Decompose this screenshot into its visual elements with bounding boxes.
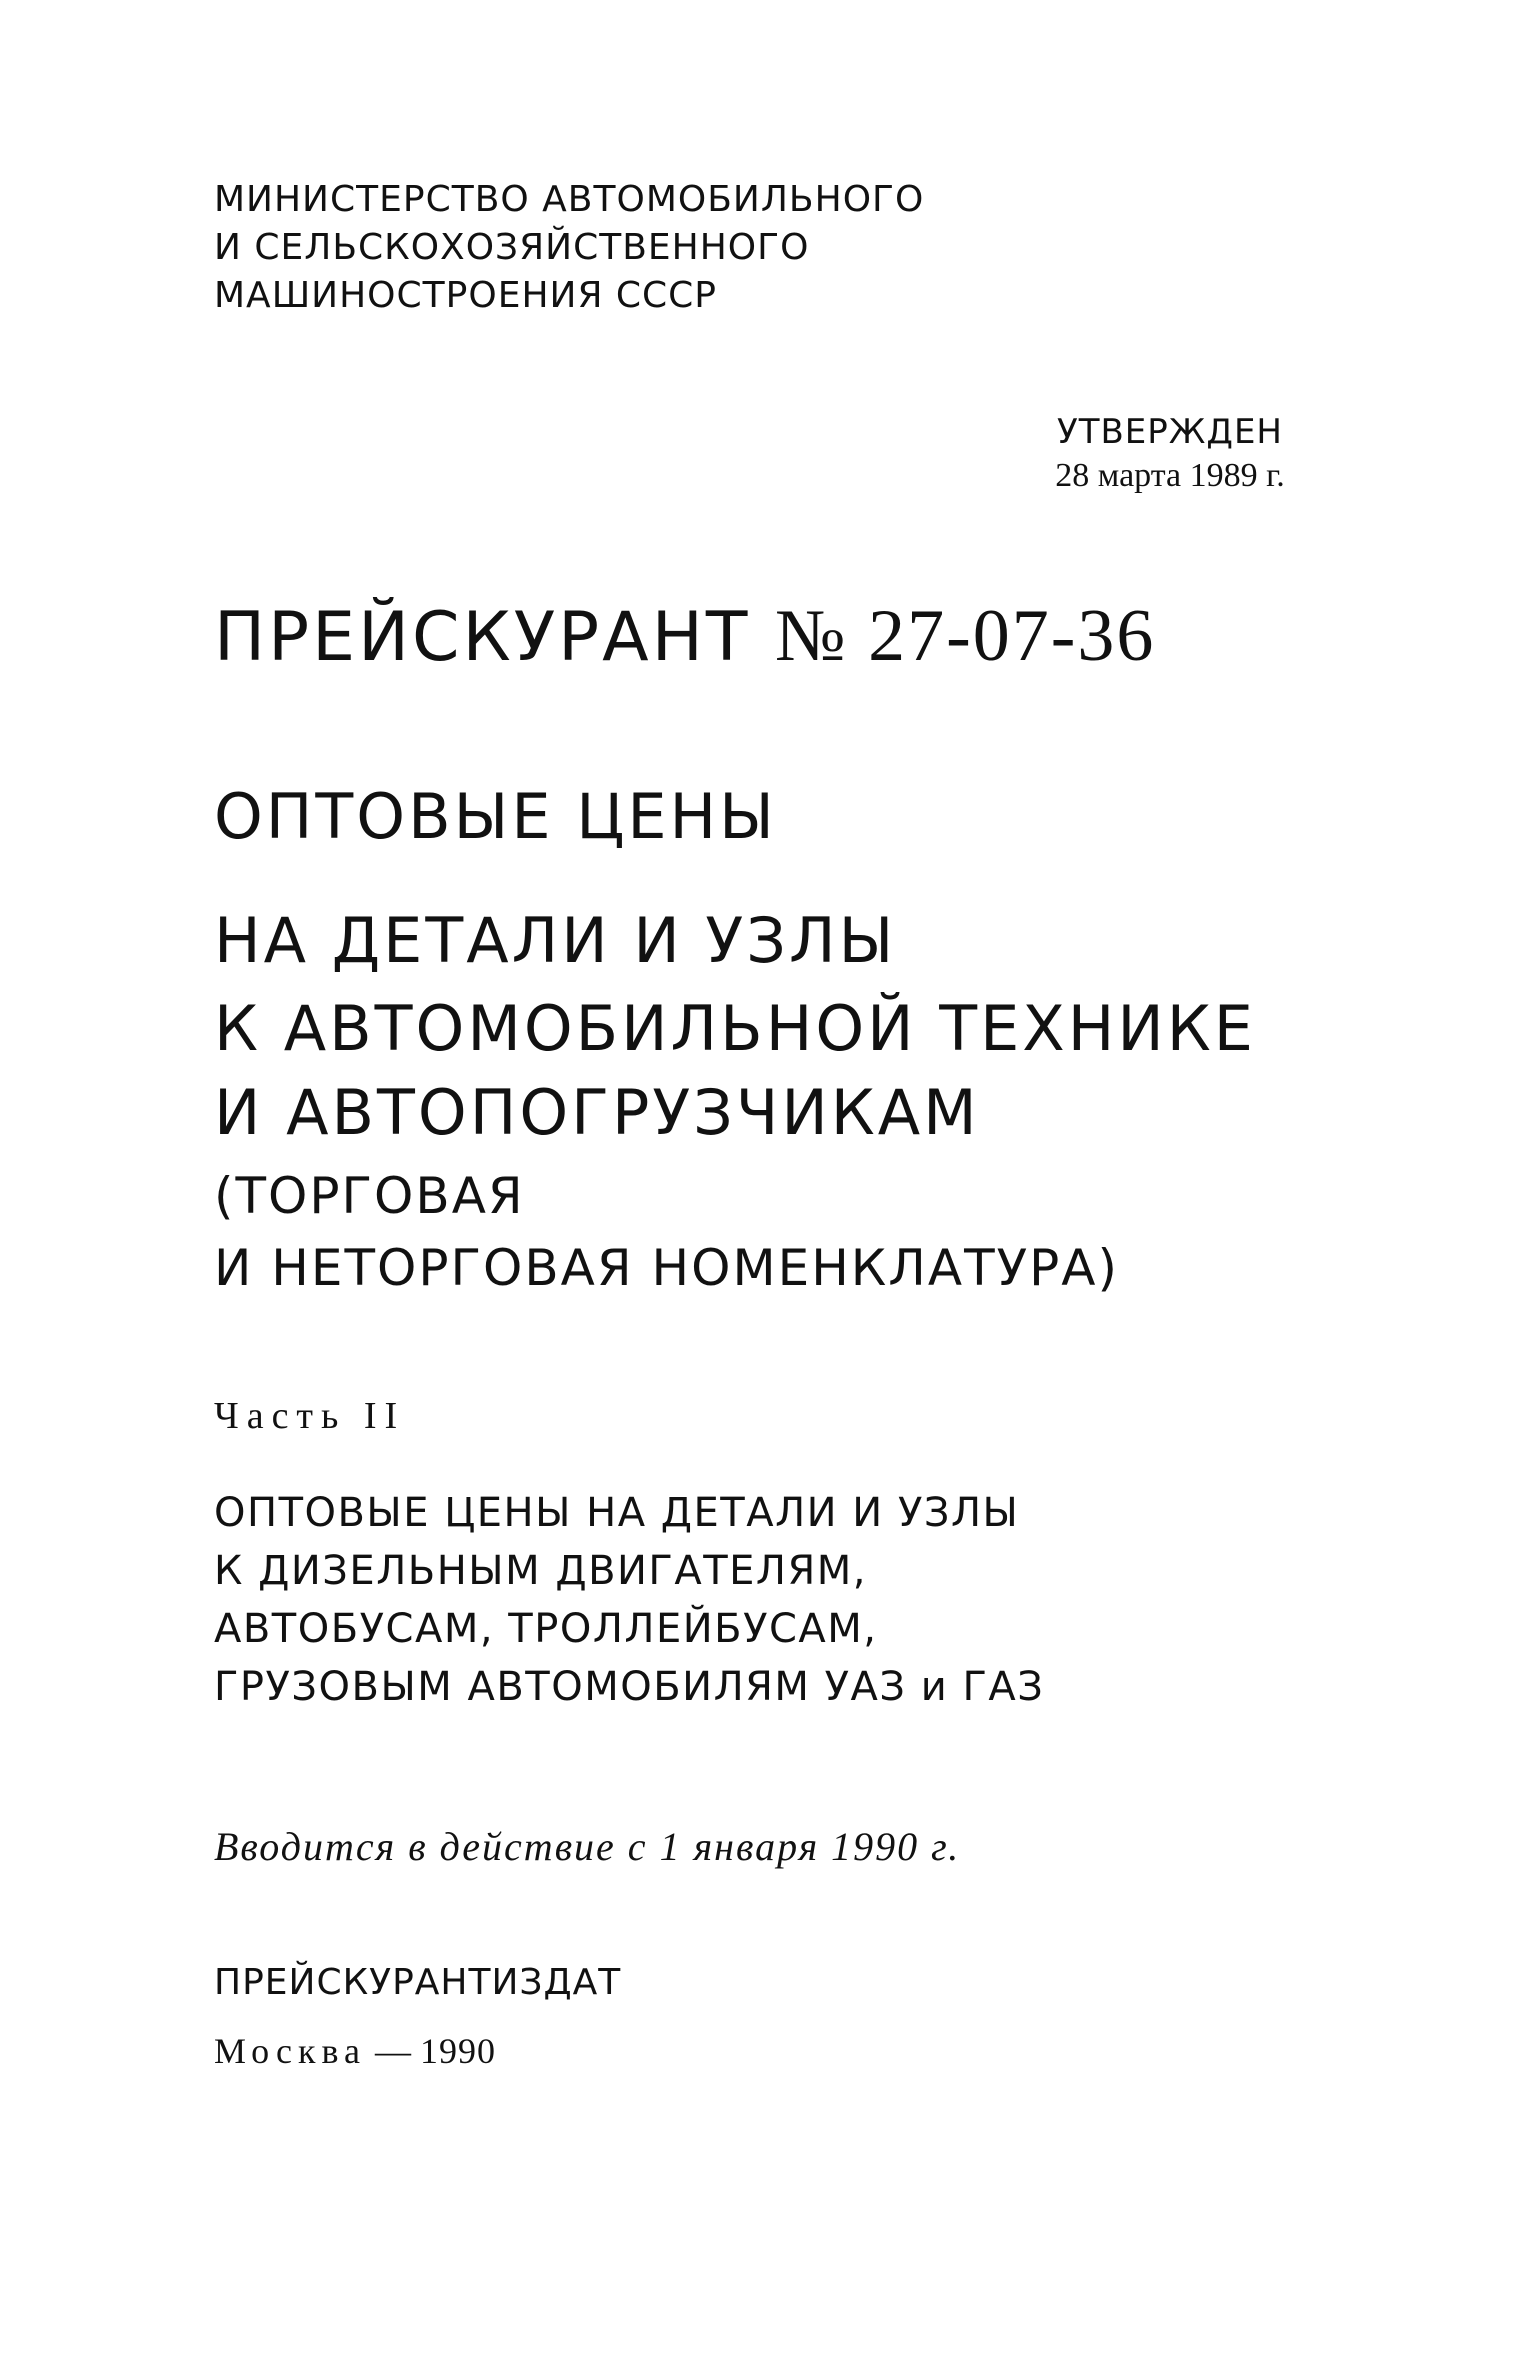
approval-label: УТВЕРЖДЕН (1056, 412, 1284, 452)
heading-line-5: (ТОРГОВАЯ (214, 1167, 525, 1225)
ministry-line-2: И СЕЛЬСКОХОЗЯЙСТВЕННОГО (214, 227, 810, 268)
part-label: Часть II (214, 1395, 406, 1437)
publisher-city-year (214, 2028, 496, 2074)
publisher-year: 1990 (419, 2031, 496, 2071)
heading-line-3: К АВТОМОБИЛЬНОЙ ТЕХНИКЕ (214, 992, 1256, 1065)
approval-date: 28 марта 1989 г. (1055, 457, 1285, 494)
approval-block (1010, 410, 1330, 498)
price-list-number: № 27-07-36 (774, 595, 1156, 677)
price-list-title (214, 596, 1155, 678)
heading-line-4: И АВТОПОГРУЗЧИКАМ (214, 1076, 980, 1149)
heading-line-6: И НЕТОРГОВАЯ НОМЕНКЛАТУРА) (214, 1239, 1119, 1297)
heading-line-2: НА ДЕТАЛИ И УЗЛЫ (214, 904, 897, 977)
price-list-prefix: ПРЕЙСКУРАНТ (214, 598, 751, 677)
ministry-line-3: МАШИНОСТРОЕНИЯ СССР (214, 275, 718, 316)
effective-date: Вводится в действие с 1 января 1990 г. (214, 1824, 961, 1869)
subtitle-line-2: К ДИЗЕЛЬНЫМ ДВИГАТЕЛЯМ, (214, 1548, 867, 1594)
subtitle-line-3: АВТОБУСАМ, ТРОЛЛЕЙБУСАМ, (214, 1606, 878, 1652)
publisher-name: ПРЕЙСКУРАНТИЗДАТ (214, 1962, 622, 2003)
publisher-dash: — (365, 2031, 420, 2071)
subtitle-line-1: ОПТОВЫЕ ЦЕНЫ НА ДЕТАЛИ И УЗЛЫ (214, 1490, 1020, 1536)
ministry-line-1: МИНИСТЕРСТВО АВТОМОБИЛЬНОГО (214, 179, 925, 220)
publisher-city: Москва (214, 2031, 366, 2071)
heading-line-1: ОПТОВЫЕ ЦЕНЫ (214, 780, 777, 853)
subtitle-line-4: ГРУЗОВЫМ АВТОМОБИЛЯМ УАЗ и ГАЗ (214, 1664, 1045, 1710)
